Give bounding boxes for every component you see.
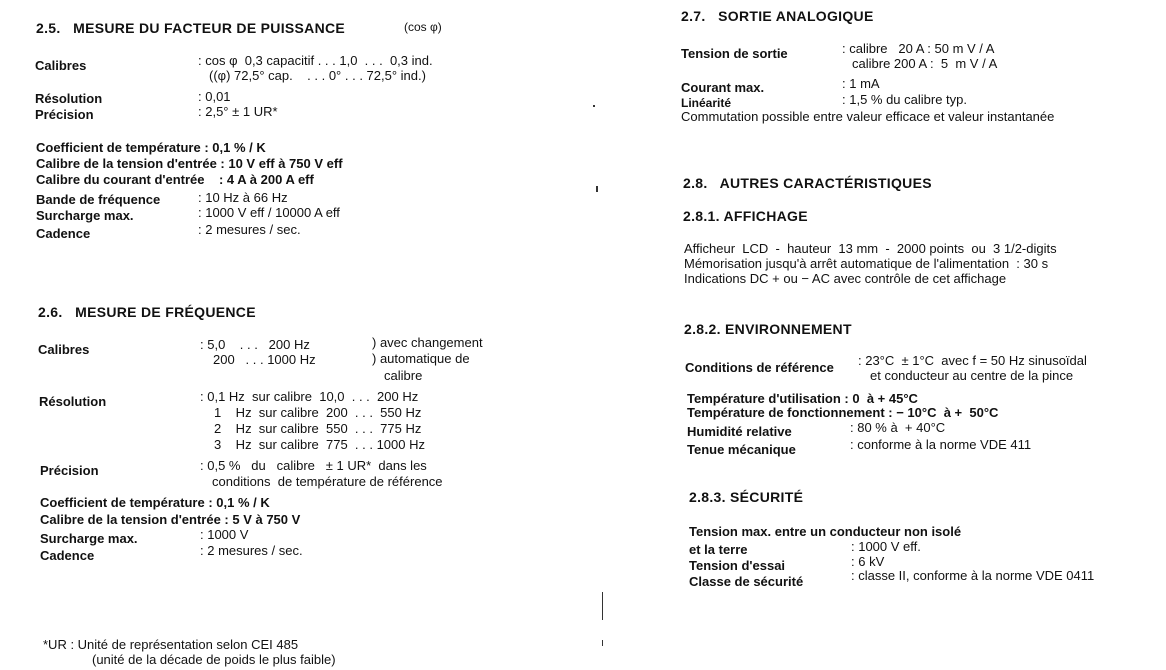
section-2-8-heading: 2.8. AUTRES CARACTÉRISTIQUES: [683, 175, 932, 191]
section-2-7-heading: 2.7. SORTIE ANALOGIQUE: [681, 8, 874, 24]
humidite-label: Humidité relative: [687, 424, 792, 439]
resolution-line-4: 3 Hz sur calibre 775 . . . 1000 Hz: [214, 437, 425, 452]
resolution-label-2-5: Résolution: [35, 91, 103, 106]
calibres-label-2-6: Calibres: [38, 342, 90, 357]
classe-securite-value: : classe II, conforme à la norme VDE 0411: [851, 568, 1095, 583]
bande-value-2-5: : 10 Hz à 66 Hz: [198, 190, 288, 205]
scan-mark: [596, 186, 598, 192]
calibre-tension-2-6: Calibre de la tension d'entrée : 5 V à 750 V: [40, 512, 301, 527]
section-2-8-2-heading: 2.8.2. ENVIRONNEMENT: [684, 321, 852, 337]
courant-max-value: : 1 mA: [842, 76, 880, 91]
affichage-line-2: Mémorisation jusqu'à arrêt automatique de l'alimentation : 30 s: [684, 256, 1049, 271]
linearite-value: : 1,5 % du calibre typ.: [842, 92, 968, 107]
coef-temp-2-5: Coefficient de température : 0,1 % / K: [36, 140, 266, 155]
precision-label-2-6: Précision: [40, 463, 99, 478]
tenue-mecanique-label: Tenue mécanique: [687, 442, 796, 457]
calibre-tension-2-5: Calibre de la tension d'entrée : 10 V eff à 750 V eff: [36, 156, 343, 171]
conditions-reference-line-2: et conducteur au centre de la pince: [870, 368, 1074, 383]
section-2-8-1-heading: 2.8.1. AFFICHAGE: [683, 208, 808, 224]
terre-label: et la terre: [689, 542, 748, 557]
precision-line-2-2-6: conditions de température de référence: [212, 474, 443, 489]
section-2-6-heading: 2.6. MESURE DE FRÉQUENCE: [38, 304, 256, 320]
surcharge-label-2-5: Surcharge max.: [36, 208, 134, 223]
resolution-value-2-5: : 0,01: [198, 89, 231, 104]
cadence-label-2-6: Cadence: [40, 548, 95, 563]
conditions-reference-line-1: : 23°C ± 1°C avec f = 50 Hz sinusoïdal: [858, 353, 1087, 368]
resolution-line-1: : 0,1 Hz sur calibre 10,0 . . . 200 Hz: [200, 389, 419, 404]
calibres-line-2-2-5: ((φ) 72,5° cap. . . . 0° . . . 72,5° ind.): [209, 68, 426, 83]
affichage-line-3: Indications DC + ou − AC avec contrôle de cet affichage: [684, 271, 1007, 286]
scan-line: [602, 592, 603, 620]
calibres-line-1-2-6: : 5,0 . . . 200 Hz: [200, 337, 310, 352]
resolution-label-2-6: Résolution: [39, 394, 107, 409]
coef-temp-2-6: Coefficient de température : 0,1 % / K: [40, 495, 270, 510]
humidite-value: : 80 % à + 40°C: [850, 420, 946, 435]
footnote-line-2: (unité de la décade de poids le plus faible): [92, 652, 336, 667]
resolution-line-2: 1 Hz sur calibre 200 . . . 550 Hz: [214, 405, 422, 420]
section-2-8-3-heading: 2.8.3. SÉCURITÉ: [689, 489, 804, 505]
calibres-line-2-2-6: 200 . . . 1000 Hz: [213, 352, 316, 367]
footnote-line-1: *UR : Unité de représentation selon CEI 485: [43, 637, 299, 652]
calibres-note-line-3: calibre: [384, 368, 423, 383]
calibres-line-1-2-5: : cos φ 0,3 capacitif . . . 1,0 . . . 0,3 ind.: [198, 53, 433, 68]
precision-label-2-5: Précision: [35, 107, 94, 122]
temperature-fonctionnement: Température de fonctionnement : − 10°C à + 50°C: [687, 405, 999, 420]
linearite-label: Linéarité: [681, 96, 732, 110]
scan-mark: [602, 640, 603, 646]
tension-essai-label: Tension d'essai: [689, 558, 786, 573]
bande-label-2-5: Bande de fréquence: [36, 192, 161, 207]
cadence-label-2-5: Cadence: [36, 226, 91, 241]
conditions-reference-label: Conditions de référence: [685, 360, 834, 375]
cadence-value-2-5: : 2 mesures / sec.: [198, 222, 301, 237]
section-2-5-unit: (cos φ): [404, 20, 442, 34]
calibre-courant-2-5: Calibre du courant d'entrée : 4 A à 200 A eff: [36, 172, 314, 187]
scan-mark: [593, 105, 595, 107]
courant-max-label: Courant max.: [681, 80, 765, 95]
tension-essai-value: : 6 kV: [851, 554, 885, 569]
cadence-value-2-6: : 2 mesures / sec.: [200, 543, 303, 558]
commutation-text: Commutation possible entre valeur efficace et valeur instantanée: [681, 109, 1055, 124]
calibres-note-line-2: ) automatique de: [372, 351, 470, 366]
precision-value-2-5: : 2,5° ± 1 UR*: [198, 104, 278, 119]
tenue-mecanique-value: : conforme à la norme VDE 411: [850, 437, 1032, 452]
affichage-line-1: Afficheur LCD - hauteur 13 mm - 2000 points ou 3 1/2-digits: [684, 241, 1057, 256]
section-2-5-heading: 2.5. MESURE DU FACTEUR DE PUISSANCE: [36, 20, 346, 36]
tension-sortie-line-1: : calibre 20 A : 50 m V / A: [842, 41, 995, 56]
tension-max-value: : 1000 V eff.: [851, 539, 921, 554]
classe-securite-label: Classe de sécurité: [689, 574, 804, 589]
tension-max-label: Tension max. entre un conducteur non isolé: [689, 524, 962, 539]
precision-line-1-2-6: : 0,5 % du calibre ± 1 UR* dans les: [200, 458, 427, 473]
calibres-note-line-1: ) avec changement: [372, 335, 483, 350]
surcharge-value-2-6: : 1000 V: [200, 527, 249, 542]
tension-sortie-line-2: calibre 200 A : 5 m V / A: [852, 56, 998, 71]
resolution-line-3: 2 Hz sur calibre 550 . . . 775 Hz: [214, 421, 422, 436]
surcharge-value-2-5: : 1000 V eff / 10000 A eff: [198, 205, 340, 220]
temperature-utilisation: Température d'utilisation : 0 à + 45°C: [687, 391, 918, 406]
surcharge-label-2-6: Surcharge max.: [40, 531, 138, 546]
calibres-label-2-5: Calibres: [35, 58, 87, 73]
tension-sortie-label: Tension de sortie: [681, 46, 788, 61]
